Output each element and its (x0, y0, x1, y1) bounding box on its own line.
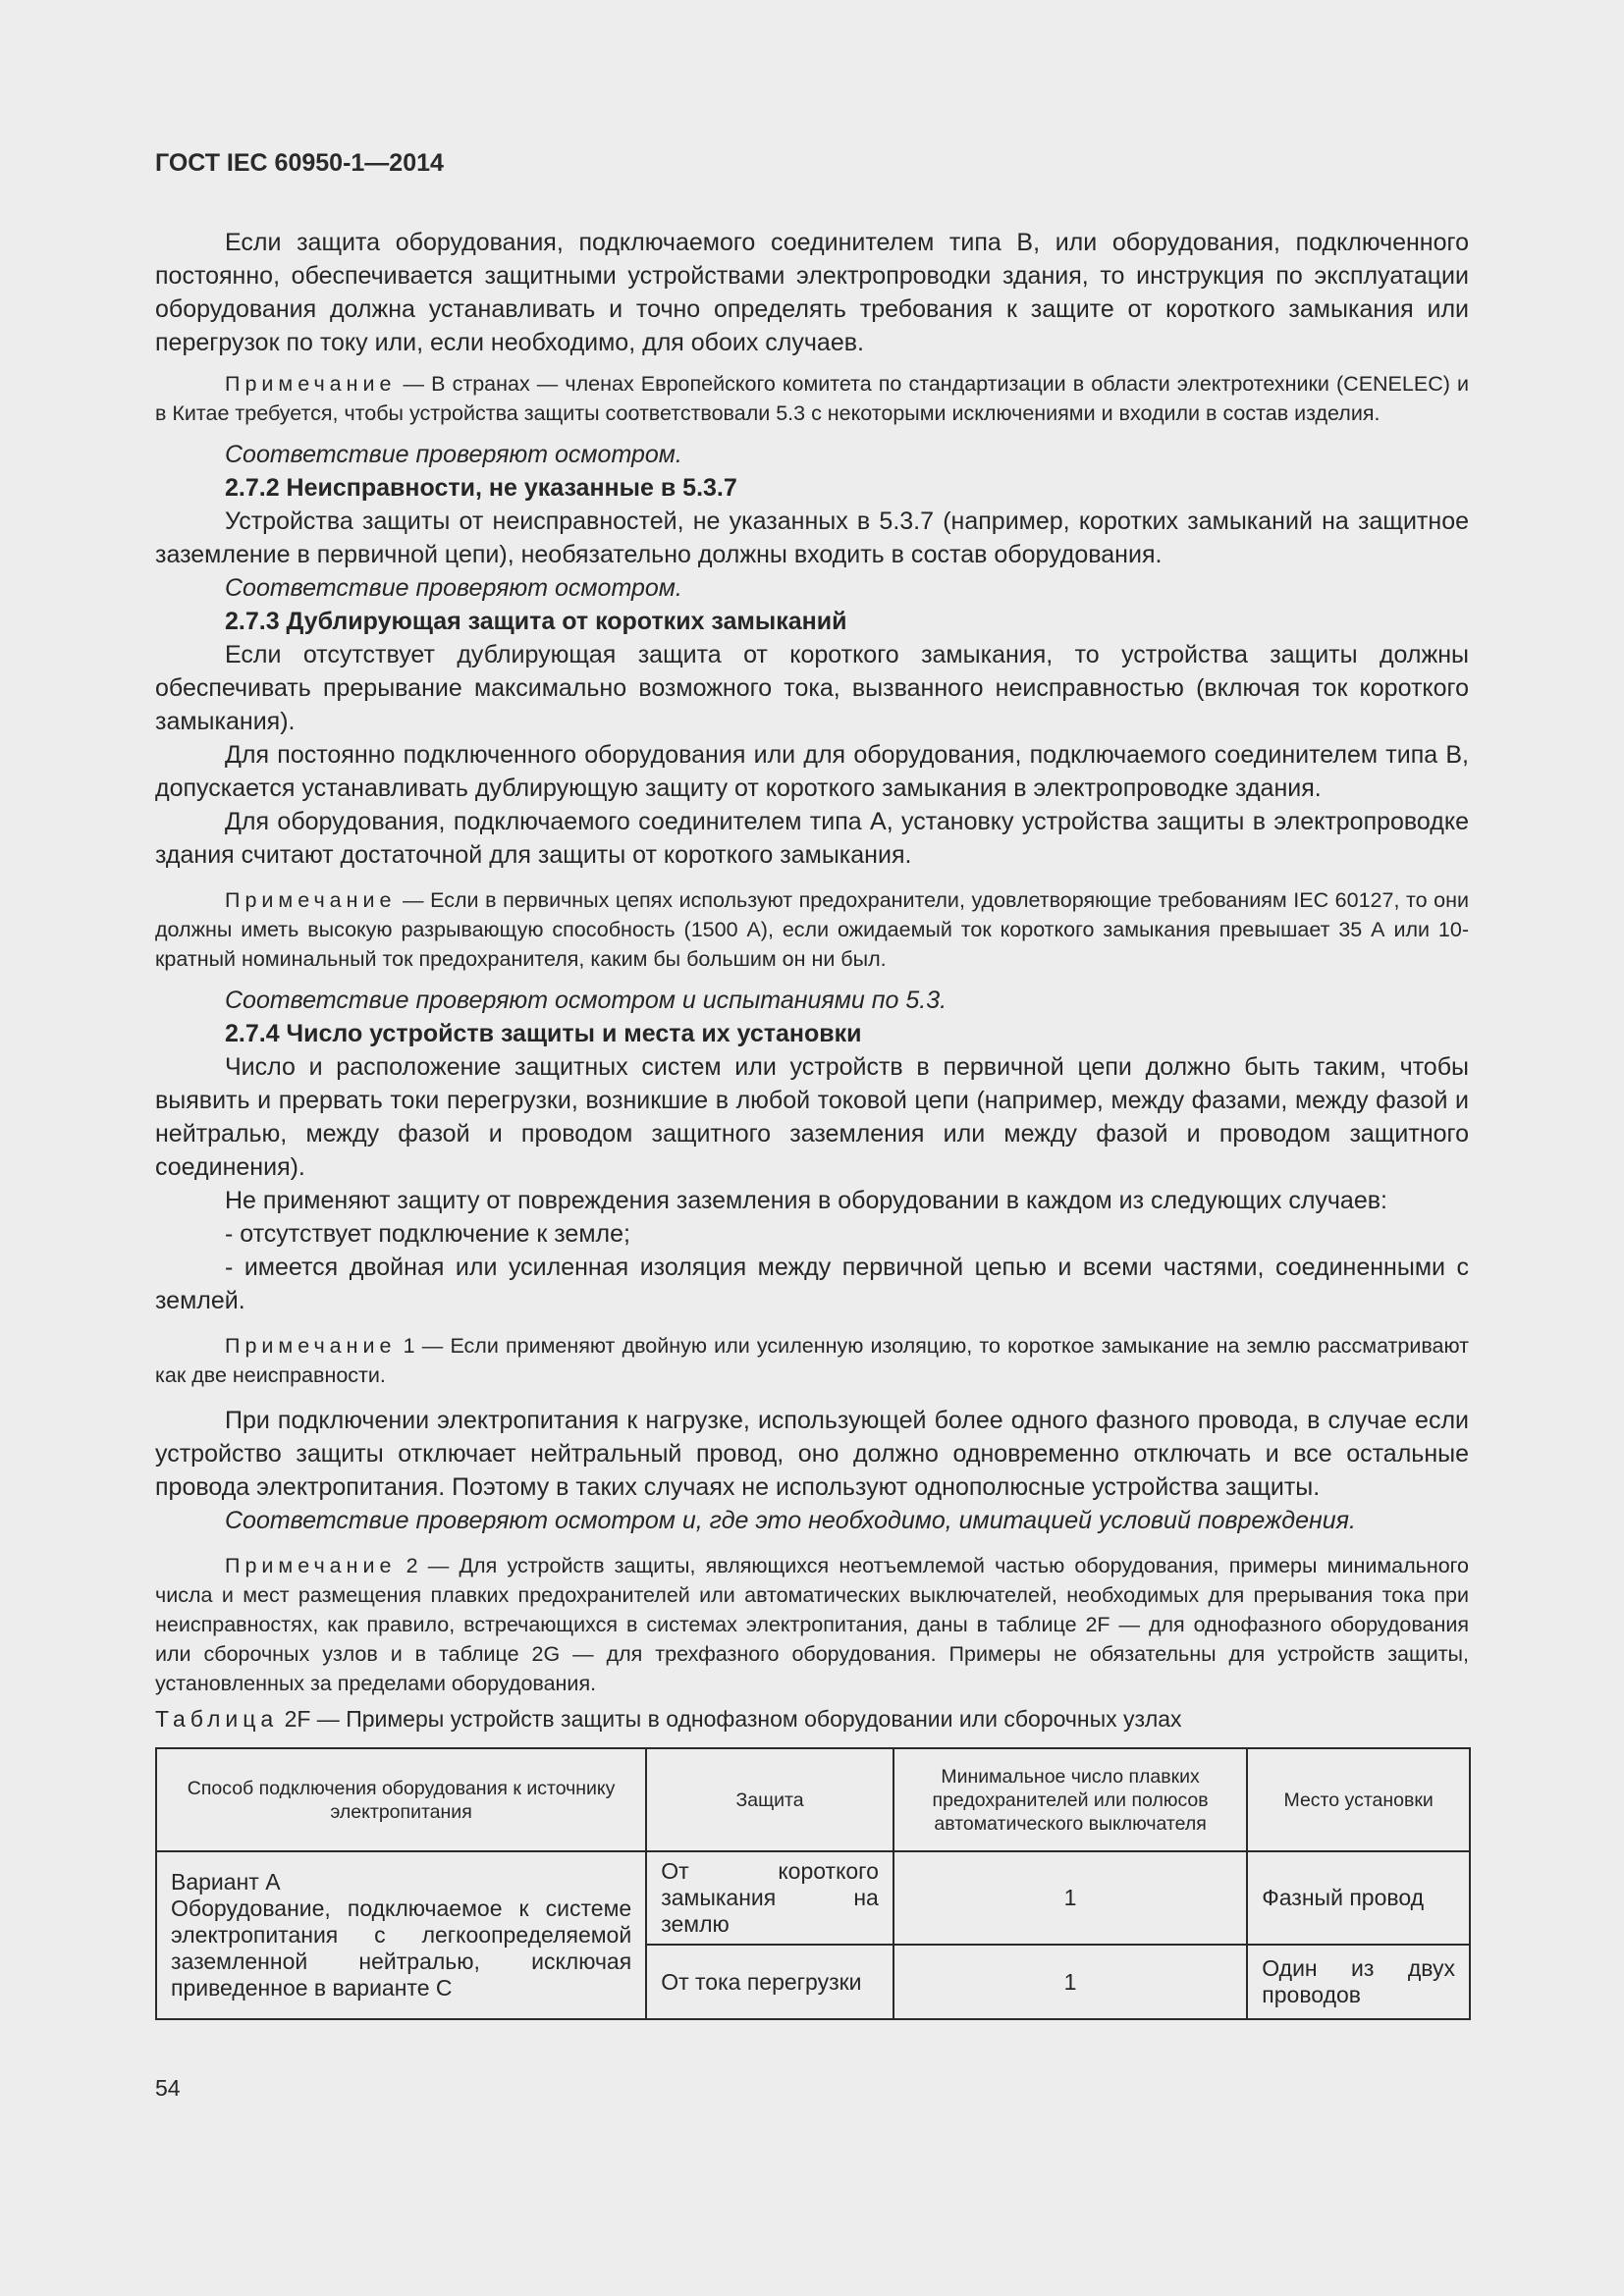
note-label: Примечание (225, 372, 397, 396)
compliance-inspection-2: Соответствие проверяют осмотром. (225, 574, 682, 602)
protection-cell: От тока перегрузки (646, 1945, 893, 2019)
note-label: Примечание (225, 888, 397, 912)
paragraph-protection-building: Если защита оборудования, подключаемого соединителем типа B, или оборудования, подключенного постоянно, обеспечивается защитными устройствами электропроводки здания, то инструкция по эксплуатации оборудования должна устанавливать и точно определять требования к защите от короткого замыкания или перегрузок по току или, если необходимо, для обоих случаев. (155, 229, 1469, 356)
count-cell: 1 (893, 1945, 1247, 2019)
note-2-examples (155, 1551, 1469, 1698)
compliance-inspection-4: Соответствие проверяют осмотром и, где это необходимо, имитацией условий повреждения. (225, 1507, 1356, 1534)
note-1-double-insulation (155, 1331, 1469, 1390)
paragraph-2-7-3-c: Для оборудования, подключаемого соединителем типа A, установку устройства защиты в электропроводке здания считают достаточной для защиты от короткого замыкания. (155, 808, 1469, 869)
note-dash: — (396, 888, 431, 912)
table-caption-text: 2F — Примеры устройств защиты в однофазном оборудовании или сборочных узлах (278, 1706, 1182, 1732)
paragraph-2-7-4-b: Не применяют защиту от повреждения заземления в оборудовании в каждом из следующих случаев: (225, 1187, 1387, 1214)
protection-table (155, 1747, 1471, 2020)
paragraph-2-7-3-a: Если отсутствует дублирующая защита от короткого замыкания, то устройства защиты должны обеспечивать прерывание максимально возможного тока, вызванного неисправностью (включая ток короткого замыкания). (155, 641, 1469, 735)
note-number: 1 (396, 1334, 415, 1358)
paragraph-2-7-4-c: При подключении электропитания к нагрузке, использующей более одного фазного провода, в случае если устройство защиты отключает нейтральный провод, оно должно одновременно отключать и все остальные провода электропитания. Поэтому в таких случаях не используют однополюсные устройства защиты. (155, 1407, 1469, 1501)
heading-2-7-4: 2.7.4 Число устройств защиты и места их установки (225, 1020, 862, 1047)
column-header-connection: Способ подключения оборудования к источнику электропитания (156, 1748, 646, 1851)
table-caption (155, 1704, 1469, 1734)
note-text: Если в первичных цепях используют предохранители, удовлетворяющие требованиям IEC 60127, то они должны иметь высокую разрывающую способность (1500 А), если ожидаемый ток короткого замыкания превышает 35 А или 10-кратный номинальный ток предохранителя, каким бы большим он ни был. (155, 888, 1469, 971)
column-header-location: Место установки (1247, 1748, 1470, 1851)
count-cell: 1 (893, 1851, 1247, 1945)
column-header-protection: Защита (646, 1748, 893, 1851)
protection-cell: От короткого замыкания на землю (646, 1851, 893, 1945)
note-label: Примечание (225, 1554, 397, 1577)
compliance-inspection-1: Соответствие проверяют осмотром. (225, 441, 682, 468)
note-text: Для устройств защиты, являющихся неотъемлемой частью оборудования, примеры минимального числа и мест размещения плавких предохранителей или автоматических выключателей, необходимых для прерывания тока при неисправностях, как правило, встречающихся в системах электропитания, даны в таблице 2F — для однофазного оборудования или сборочных узлов и в таблице 2G — для трехфазного оборудования. Примеры не обязательны для устройств защиты, установленных за пределами оборудования. (155, 1554, 1469, 1695)
note-number: 2 (396, 1554, 418, 1577)
note-fuses (155, 885, 1469, 974)
heading-2-7-2: 2.7.2 Неисправности, не указанные в 5.3.7 (225, 474, 737, 502)
page-number: 54 (155, 2075, 181, 2101)
table-caption-label: Таблица (155, 1706, 279, 1732)
note-text: В странах — членах Европейского комитета по стандартизации в области электротехники (CENELEC) и в Китае требуется, чтобы устройства защиты соответствовали 5.3 с некоторыми исключениями и входили в состав изделия. (155, 372, 1469, 425)
variant-description: Оборудование, подключаемое к системе электропитания с легкоопределяемой заземленной нейтралью, исключая приведенное в варианте С (171, 1896, 632, 2001)
table-header-row (156, 1748, 1470, 1851)
note-text: Если применяют двойную или усиленную изоляцию, то короткое замыкание на землю рассматривают как две неисправности. (155, 1334, 1470, 1387)
list-item-double-insulation: - имеется двойная или усиленная изоляция между первичной цепью и всеми частями, соединенными с землей. (155, 1254, 1469, 1314)
variant-title: Вариант А (171, 1869, 281, 1895)
note-dash: — (396, 372, 432, 396)
column-header-min-count: Минимальное число плавких предохранителей или полюсов автоматического выключателя (893, 1748, 1247, 1851)
paragraph-2-7-3-b: Для постоянно подключенного оборудования или для оборудования, подключаемого соединителем типа B, допускается устанавливать дублирующую защиту от короткого замыкания в электропроводке здания. (155, 741, 1469, 802)
note-dash: — (414, 1334, 451, 1358)
note-label: Примечание (225, 1334, 397, 1358)
location-cell: Фазный провод (1247, 1851, 1470, 1945)
note-cenelec (155, 369, 1469, 428)
page-content (155, 226, 1469, 2020)
compliance-inspection-3: Соответствие проверяют осмотром и испытаниями по 5.3. (225, 987, 947, 1014)
location-cell: Один из двух проводов (1247, 1945, 1470, 2019)
table-row (156, 1851, 1470, 1945)
paragraph-2-7-2: Устройства защиты от неисправностей, не указанных в 5.3.7 (например, коротких замыканий на защитное заземление в первичной цепи), необязательно должны входить в состав оборудования. (155, 507, 1469, 568)
heading-2-7-3: 2.7.3 Дублирующая защита от коротких замыканий (225, 608, 847, 635)
list-item-no-earth: - отсутствует подключение к земле; (225, 1220, 630, 1248)
standard-header: ГОСТ IEC 60950-1—2014 (155, 149, 444, 177)
note-dash: — (417, 1554, 460, 1577)
variant-cell (156, 1851, 646, 2019)
paragraph-2-7-4-a: Число и расположение защитных систем или устройств в первичной цепи должно быть таким, чтобы выявить и прервать токи перегрузки, возникшие в любой токовой цепи (например, между фазами, между фазой и нейтралью, между фазой и проводом защитного заземления или между фазой и проводом защитного соединения). (155, 1053, 1469, 1181)
